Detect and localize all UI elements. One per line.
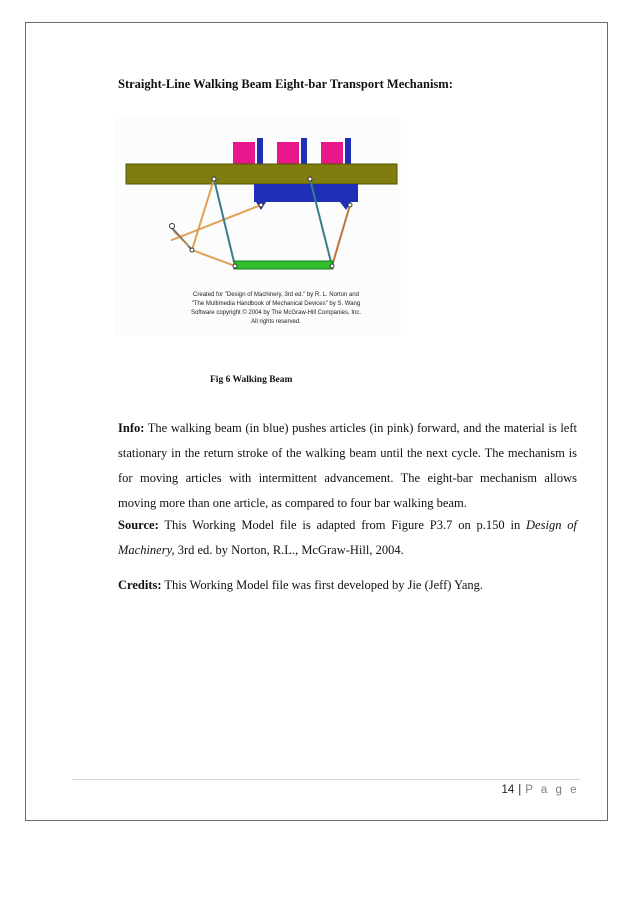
platform (126, 164, 397, 184)
article-3 (321, 142, 343, 164)
source-label: Source: (118, 518, 159, 532)
credits-label: Credits: (118, 578, 162, 592)
credit-line-1: Created for "Design of Machinery, 3rd ed." by R. L. Norton and (193, 292, 359, 298)
page-word: P a g e (525, 784, 579, 796)
walking-beam-figure (114, 118, 401, 336)
article-2 (277, 142, 299, 164)
info-paragraph (118, 416, 577, 516)
coupler-link (234, 261, 333, 269)
credit-line-3: Software copyright © 2004 by The McGraw-Hill Companies, Inc. (190, 310, 362, 316)
source-book-title: Design of Machinery, (118, 518, 577, 557)
pivot-node (212, 177, 216, 181)
page-footer (501, 784, 579, 796)
link-orange-3 (192, 179, 214, 250)
credits-paragraph (118, 573, 577, 598)
credit-line-2: "The Multimedia Handbook of Mechanical Devices" by S. Wang (191, 301, 361, 307)
pivot-node (170, 224, 175, 229)
article-1 (233, 142, 255, 164)
pivot-node (233, 264, 237, 268)
link-orange-4 (332, 205, 350, 266)
pivot-node (330, 264, 334, 268)
credit-line-4: All rights reserved. (251, 319, 301, 325)
pivot-node (190, 248, 194, 252)
credits-text: This Working Model file was first developed by Jie (Jeff) Yang. (161, 578, 484, 592)
link-orange-2 (192, 250, 235, 266)
walking-beam (254, 184, 358, 210)
info-label: Info: (118, 421, 145, 435)
info-text: The walking beam (in blue) pushes articles (in pink) forward, and the material is left stationary in the return stroke of the walking beam until the next cycle. The mechanism is for moving articles with intermittent advancement. The eight-bar mechanism allows moving more than one article, as compared to four bar walking beam. (118, 421, 577, 510)
pivot-node (348, 203, 352, 207)
source-paragraph (118, 513, 577, 563)
section-heading: Straight-Line Walking Beam Eight-bar Transport Mechanism: (118, 77, 453, 91)
footer-divider (72, 779, 580, 780)
page-number: 14 (501, 784, 515, 796)
pivot-node (259, 203, 263, 207)
pivot-node (308, 177, 312, 181)
link-orange-1 (172, 205, 261, 240)
source-text-before: This Working Model file is adapted from Figure P3.7 on p.150 in (158, 518, 527, 532)
figure-caption: Fig 6 Walking Beam (210, 375, 293, 385)
footer-separator: | (518, 784, 522, 796)
source-text-after: 3rd ed. by Norton, R.L., McGraw-Hill, 2004. (174, 543, 404, 557)
